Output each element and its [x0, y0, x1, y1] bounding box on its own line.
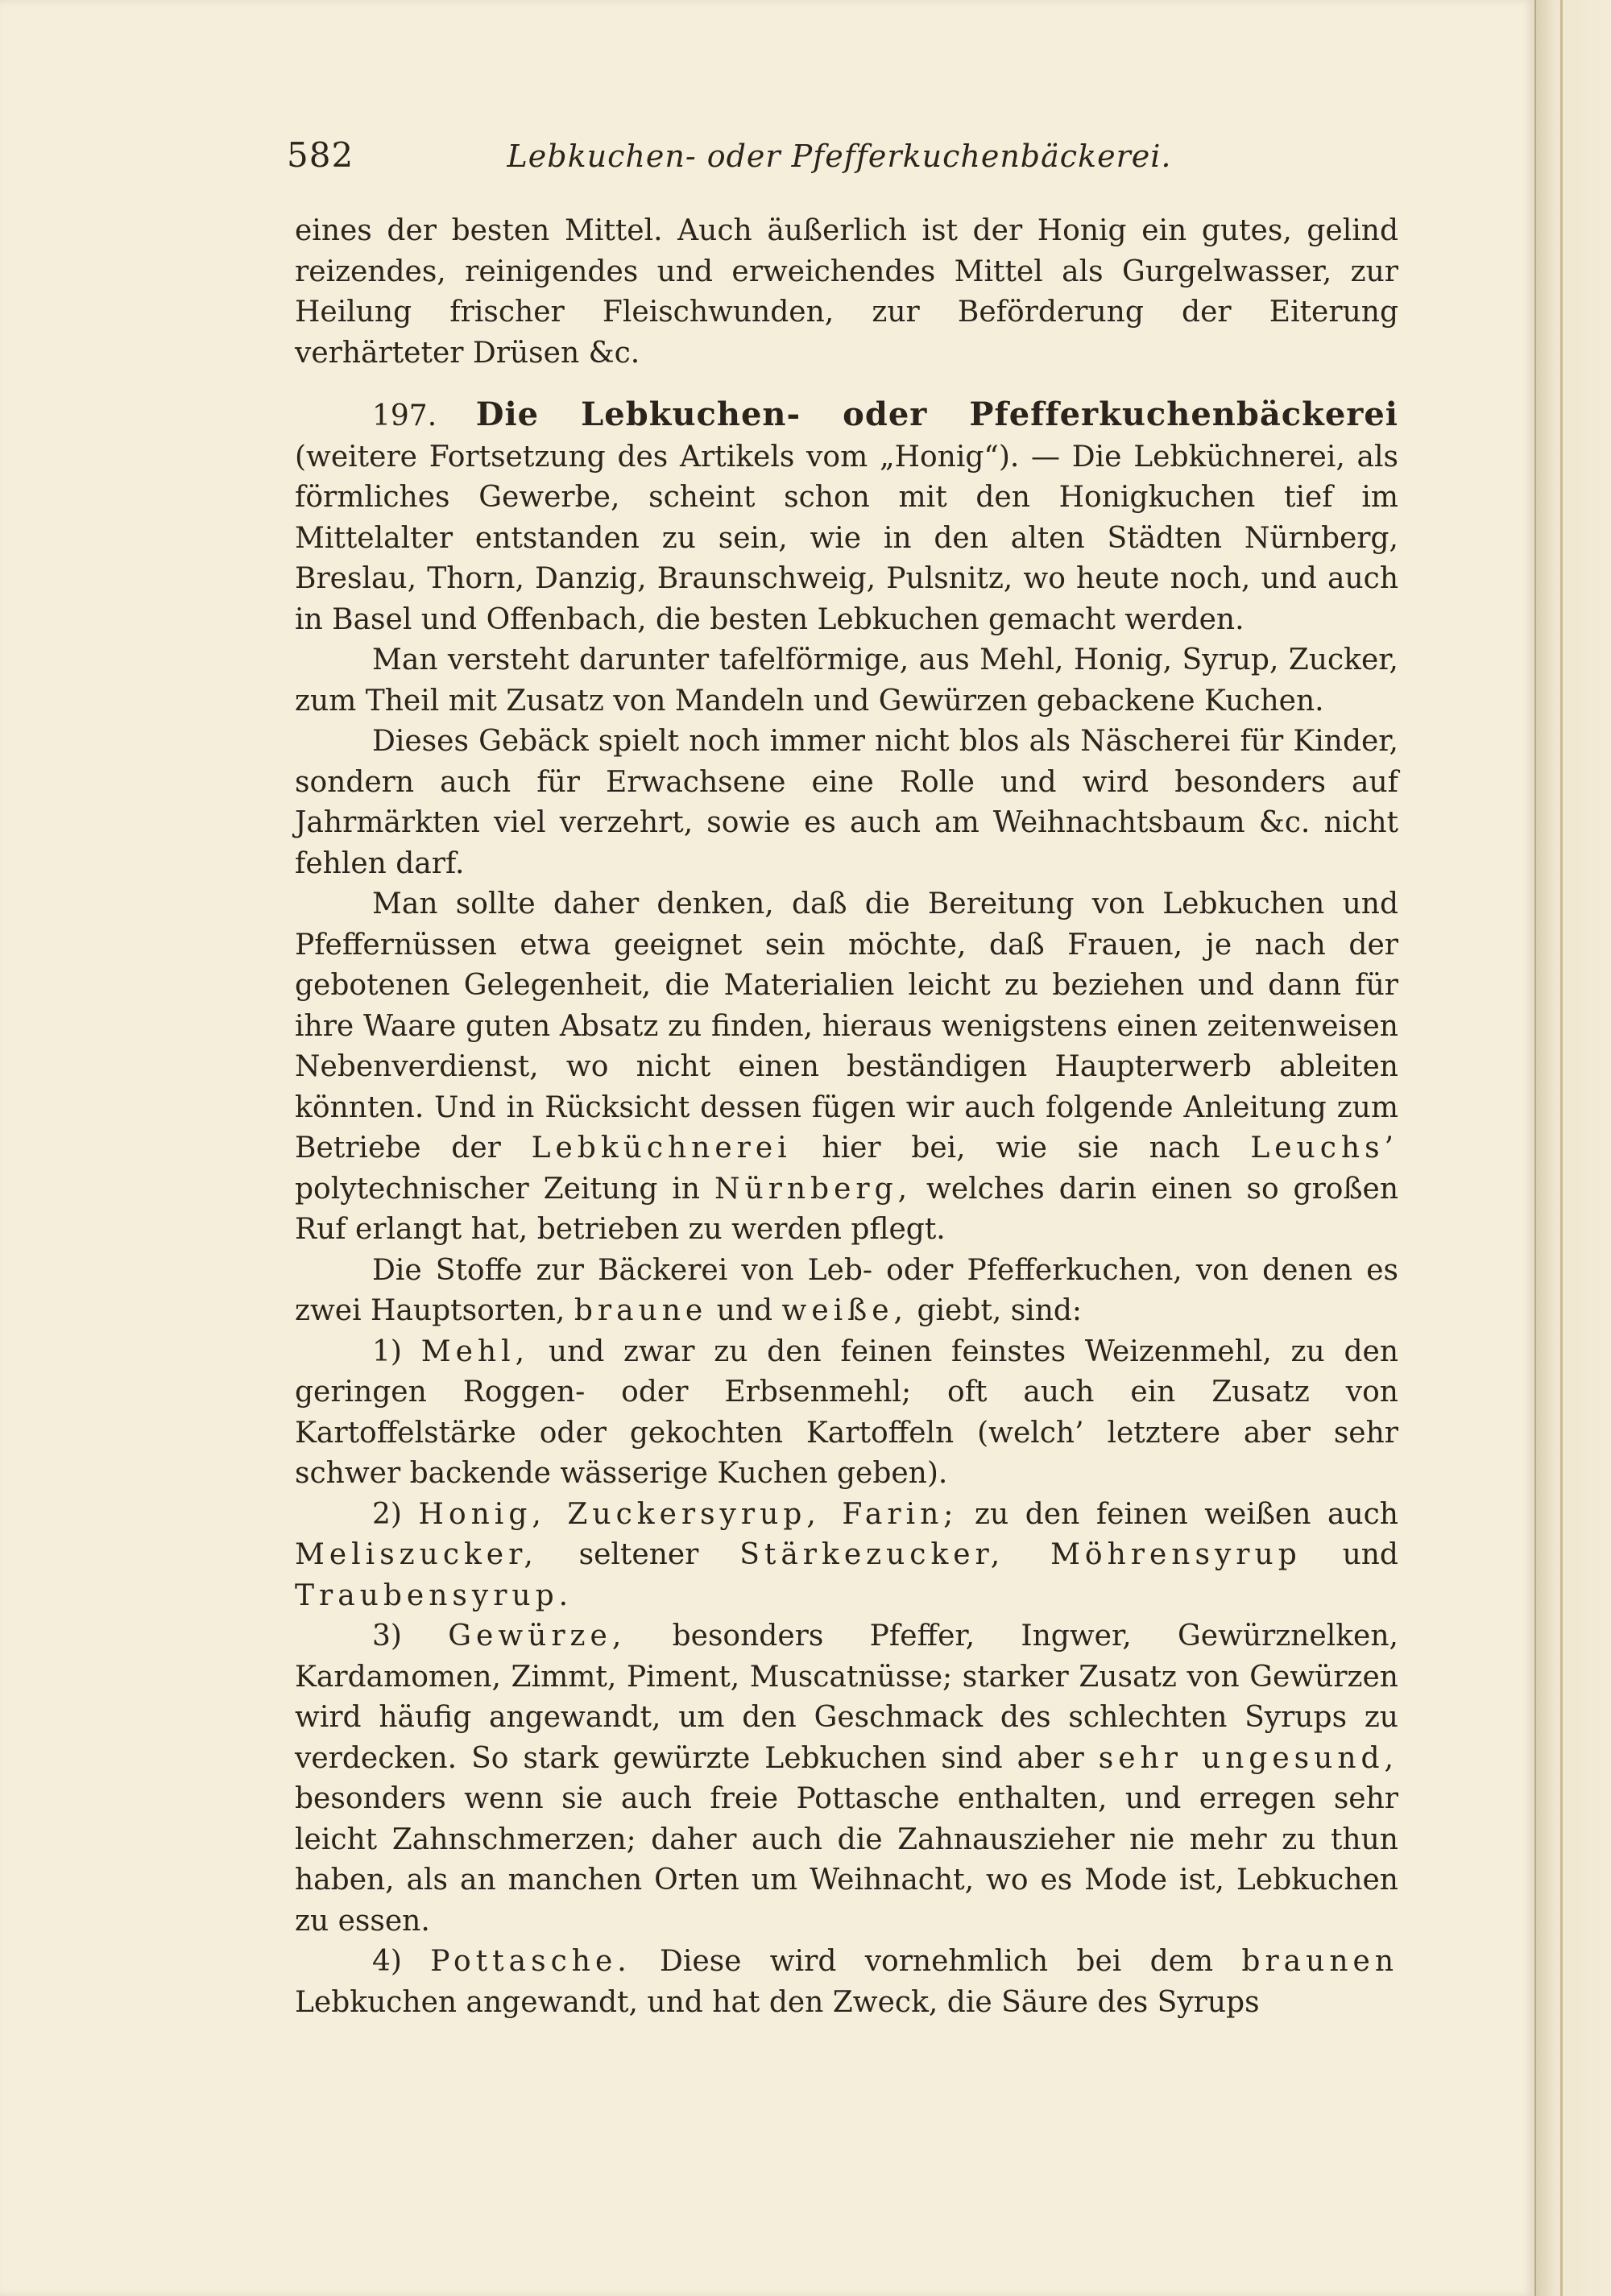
- paragraph-text: zu den feinen weißen auch: [974, 1497, 1398, 1531]
- spaced-term: Traubensyrup.: [295, 1578, 574, 1612]
- spaced-term: Mehl,: [420, 1334, 530, 1368]
- paragraph-text: und: [1342, 1538, 1398, 1571]
- paragraph-text: seltener: [578, 1538, 699, 1571]
- paragraph: [295, 1251, 1398, 1332]
- paragraph-text: giebt, sind:: [917, 1294, 1083, 1327]
- paragraph-text: hier bei, wie sie nach: [822, 1131, 1220, 1165]
- list-item: [295, 1942, 1398, 2023]
- list-item: [295, 1495, 1398, 1617]
- paragraph-text: Die Stoffe zur Bäckerei von Leb- oder Pfefferkuchen, von denen es zwei Hauptsorten,: [295, 1253, 1398, 1327]
- spaced-term: Pottasche.: [430, 1945, 632, 1978]
- paragraph-text: Diese wird vornehmlich bei dem: [660, 1945, 1214, 1978]
- section-paragraph: [295, 395, 1398, 640]
- paragraph: [295, 884, 1398, 1251]
- list-item: [295, 1332, 1398, 1495]
- paragraph-text: Lebkuchen angewandt, und hat den Zweck, die Säure des Syrups: [295, 1985, 1260, 2019]
- paragraph-text: und zwar zu den feinen feinstes Weizenmehl, zu den geringen Roggen- oder Erbsenmehl; oft auch ein Zusatz von Kartoffelstärke oder gekochten Kartoffeln (welch’ letztere aber sehr schwer backende wässerige Kuchen geben).: [295, 1334, 1398, 1490]
- spaced-term: Lebküchnerei: [531, 1131, 792, 1165]
- spaced-term: braune: [574, 1294, 708, 1327]
- paragraph-text: (weitere Fortsetzung des Artikels vom „Honig“). — Die Lebküchnerei, als förmliches Gewerbe, scheint schon mit den Honigkuchen tief im Mittelalter entstanden zu sein, wie in den alten Städten Nürnberg, Breslau, Thorn, Danzig, Braunschweig, Pulsnitz, wo heute noch, und auch in Basel und Offenbach, die besten Lebkuchen gemacht werden.: [295, 440, 1398, 636]
- list-number: 2): [372, 1497, 402, 1531]
- spaced-term: braunen: [1241, 1945, 1398, 1978]
- spaced-term: Leuchs’: [1250, 1131, 1398, 1165]
- list-number: 4): [372, 1945, 402, 1978]
- running-head: [287, 135, 1392, 180]
- paragraph-text: Man versteht darunter tafelförmige, aus Mehl, Honig, Syrup, Zucker, zum Theil mit Zusatz von Mandeln und Gewürzen gebackene Kuchen.: [295, 643, 1398, 718]
- paragraph: [295, 722, 1398, 884]
- body-text: [295, 211, 1398, 2023]
- spaced-term: Stärkezucker, Möhrensyrup: [739, 1538, 1302, 1571]
- paragraph-text: besonders Pfeffer, Ingwer, Gewürznelken, Kardamomen, Zimmt, Piment, Muscatnüsse; starker Zusatz von Gewürzen wird häufig angewandt, um den Geschmack des schlechten Syrups zu verdecken. So stark gewürzte Lebkuchen sind aber: [295, 1620, 1398, 1775]
- section-title: Die Lebkuchen- oder Pfefferkuchenbäckerei: [475, 395, 1398, 433]
- spaced-term: weiße,: [781, 1294, 908, 1327]
- paragraph-text: und: [716, 1294, 773, 1327]
- gutter-rule: [1560, 0, 1563, 2296]
- paragraph-text: Man sollte daher denken, daß die Bereitung von Lebkuchen und Pfeffernüssen etwa geeignet sein möchte, daß Frauen, je nach der gebotenen Gelegenheit, die Materialien leicht zu beziehen und dann für ihre Waare guten Absatz zu finden, hieraus wenigstens einen zeitenweisen Nebenverdienst, wo nicht einen beständigen Haupterwerb ableiten könnten. Und in Rücksicht dessen fügen wir auch folgende Anleitung zum Betriebe der: [295, 887, 1398, 1165]
- paragraph-text: Dieses Gebäck spielt noch immer nicht blos als Näscherei für Kinder, sondern auch für Erwachsene eine Rolle und wird besonders auf Jahrmärkten viel verzehrt, sowie es auch am Weihnachtsbaum &c. nicht fehlen darf.: [295, 725, 1398, 880]
- section-number: 197.: [372, 399, 437, 432]
- spaced-term: Meliszucker,: [295, 1538, 538, 1571]
- paragraph: [295, 211, 1398, 374]
- running-title: Lebkuchen- oder Pfefferkuchenbäckerei.: [507, 139, 1172, 174]
- page-number: 582: [287, 135, 354, 175]
- list-number: 1): [372, 1334, 402, 1368]
- paragraph-text: eines der besten Mittel. Auch äußerlich ist der Honig ein gutes, gelind reizendes, reinigendes und erweichendes Mittel als Gurgelwasser, zur Heilung frischer Fleischwunden, zur Beförderung der Eiterung verhärteter Drüsen &c.: [295, 214, 1398, 370]
- list-item: [295, 1616, 1398, 1942]
- paragraph: [295, 640, 1398, 722]
- spaced-term: Gewürze,: [448, 1620, 627, 1653]
- spaced-term: Nürnberg,: [714, 1172, 913, 1206]
- paragraph-text: welches darin einen so großen Ruf erlangt hat, betrieben zu werden pflegt.: [295, 1172, 1399, 1246]
- paragraph-text: polytechnischer Zeitung in: [295, 1172, 700, 1206]
- list-number: 3): [372, 1620, 402, 1653]
- page-gutter: [1534, 0, 1611, 2296]
- spaced-term: sehr ungesund,: [1098, 1741, 1398, 1775]
- paragraph-text: besonders wenn sie auch freie Pottasche enthalten, und erregen sehr leicht Zahnschmerzen; daher auch die Zahnauszieher nie mehr zu thun haben, als an manchen Orten um Weihnacht, wo es Mode ist, Lebkuchen zu essen.: [295, 1782, 1398, 1938]
- spaced-term: Honig, Zuckersyrup, Farin;: [418, 1497, 959, 1531]
